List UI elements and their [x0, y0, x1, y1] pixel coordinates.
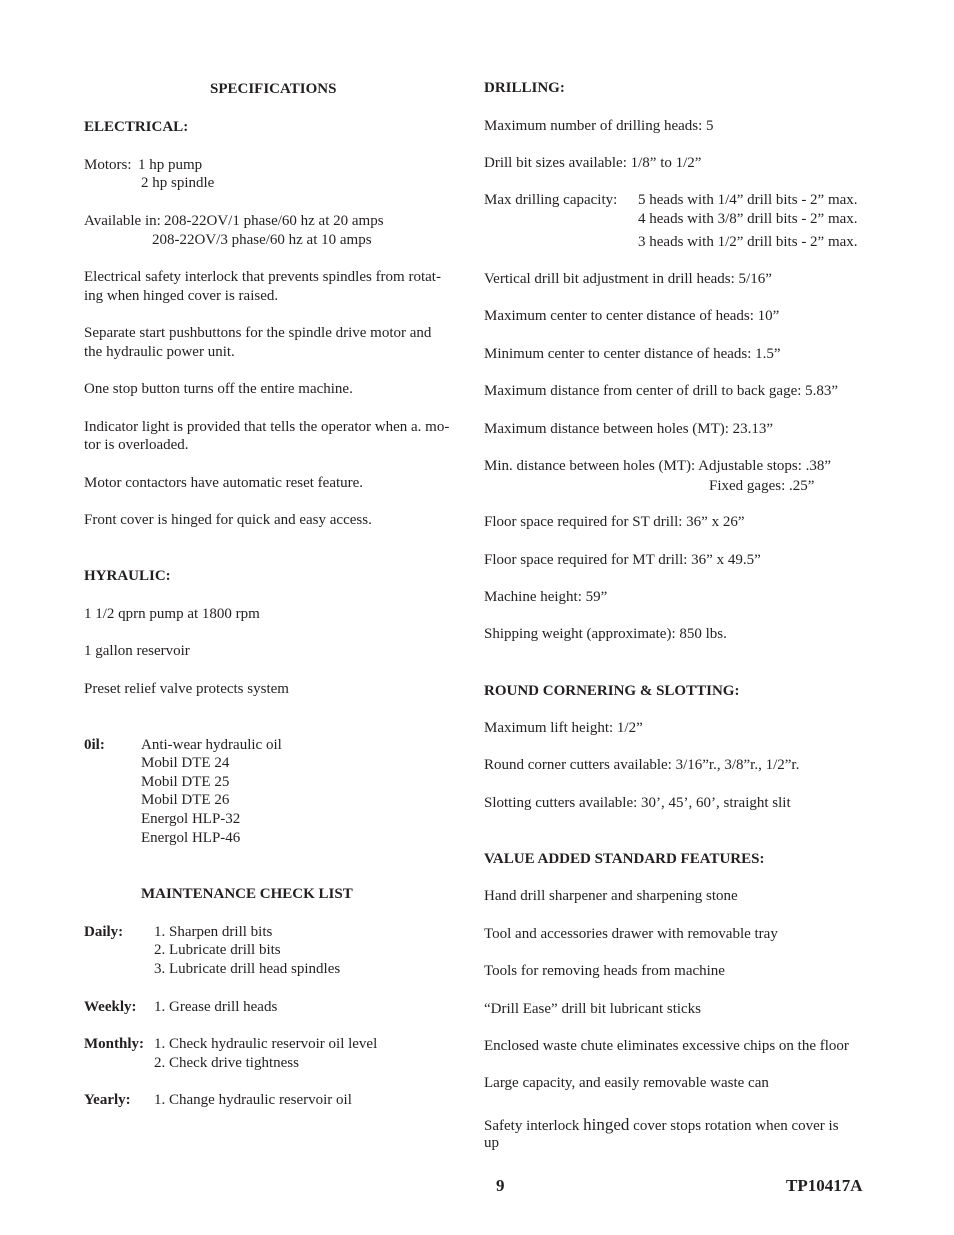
indicator-line-1: Indicator light is provided that tells the operator when a. mo- [84, 419, 450, 435]
oil-item: Energol HLP-32 [141, 811, 241, 827]
value-heading: VALUE ADDED STANDARD FEATURES: [484, 851, 765, 867]
electrical-heading: ELECTRICAL: [84, 119, 189, 135]
drilling-heading: DRILLING: [484, 80, 565, 96]
slot-cutters-text: Slotting cutters available: 30’, 45’, 60’, straight slit [484, 795, 791, 811]
max-center-text: Maximum center to center distance of heads: 10” [484, 308, 780, 324]
monthly-task: 1. Check hydraulic reservoir oil level [154, 1036, 378, 1052]
oil-item: Mobil DTE 24 [141, 755, 230, 771]
floor-mt-text: Floor space required for MT drill: 36” x 49.5” [484, 552, 761, 568]
indicator-line-2: tor is overloaded. [84, 437, 189, 453]
drawer-text: Tool and accessories drawer with removable tray [484, 926, 778, 942]
corner-cutters-text: Round corner cutters available: 3/16”r., 3/8”r., 1/2”r. [484, 757, 800, 773]
cornering-heading: ROUND CORNERING & SLOTTING: [484, 683, 740, 699]
daily-task: 1. Sharpen drill bits [154, 924, 273, 940]
yearly-task: 1. Change hydraulic reservoir oil [154, 1092, 352, 1108]
weekly-label: Weekly: [84, 999, 137, 1015]
contactors-text: Motor contactors have automatic reset feature. [84, 475, 364, 491]
vertical-adjust-text: Vertical drill bit adjustment in drill heads: 5/16” [484, 271, 772, 287]
height-text: Machine height: 59” [484, 589, 608, 605]
available-label: Available in: [84, 213, 161, 229]
oil-item: Mobil DTE 25 [141, 774, 230, 790]
bit-sizes-text: Drill bit sizes available: 1/8” to 1/2” [484, 155, 702, 171]
daily-task: 2. Lubricate drill bits [154, 942, 281, 958]
shipping-text: Shipping weight (approximate): 850 lbs. [484, 626, 727, 642]
oil-label: 0il: [84, 737, 105, 753]
page-number: 9 [496, 1176, 505, 1195]
back-gage-text: Maximum distance from center of drill to back gage: 5.83” [484, 383, 839, 399]
available-single-phase: 208-22OV/1 phase/60 hz at 20 amps [164, 213, 384, 229]
max-heads-text: Maximum number of drilling heads: 5 [484, 118, 714, 134]
interlock-line-2: ing when hinged cover is raised. [84, 288, 279, 304]
document-code: TP10417A [786, 1176, 863, 1195]
floor-st-text: Floor space required for ST drill: 36” x 26” [484, 514, 745, 530]
motors-label: Motors: [84, 157, 132, 173]
capacity-item: 5 heads with 1/4” drill bits - 2” max. [638, 192, 858, 208]
drill-ease-text: “Drill Ease” drill bit lubricant sticks [484, 1001, 702, 1017]
waste-can-text: Large capacity, and easily removable waste can [484, 1075, 769, 1091]
lift-text: Maximum lift height: 1/2” [484, 720, 643, 736]
pushbuttons-line-1: Separate start pushbuttons for the spindle drive motor and [84, 325, 432, 341]
yearly-label: Yearly: [84, 1092, 131, 1108]
motor-spindle: 2 hp spindle [141, 175, 215, 191]
daily-task: 3. Lubricate drill head spindles [154, 961, 341, 977]
reservoir-text: 1 gallon reservoir [84, 643, 190, 659]
oil-item: Mobil DTE 26 [141, 792, 230, 808]
weekly-task: 1. Grease drill heads [154, 999, 278, 1015]
capacity-label: Max drilling capacity: [484, 192, 618, 208]
daily-label: Daily: [84, 924, 124, 940]
sharpener-text: Hand drill sharpener and sharpening stone [484, 888, 738, 904]
safety-interlock-line-1 [484, 1115, 839, 1136]
hydraulic-heading: HYRAULIC: [84, 568, 171, 584]
front-cover-text: Front cover is hinged for quick and easy access. [84, 512, 372, 528]
capacity-item: 4 heads with 3/8” drill bits - 2” max. [638, 211, 858, 227]
min-holes-text: Min. distance between holes (MT): Adjustable stops: .38” [484, 458, 832, 474]
monthly-task: 2. Check drive tightness [154, 1055, 299, 1071]
fixed-gages-text: Fixed gages: .25” [709, 478, 815, 494]
specifications-title: SPECIFICATIONS [210, 81, 337, 97]
maintenance-title: MAINTENANCE CHECK LIST [141, 886, 353, 902]
monthly-label: Monthly: [84, 1036, 144, 1052]
capacity-item: 3 heads with 1/2” drill bits - 2” max. [638, 234, 858, 250]
relief-valve-text: Preset relief valve protects system [84, 681, 289, 697]
tools-text: Tools for removing heads from machine [484, 963, 725, 979]
safety-pre: Safety interlock [484, 1118, 580, 1134]
available-three-phase: 208-22OV/3 phase/60 hz at 10 amps [152, 232, 372, 248]
waste-chute-text: Enclosed waste chute eliminates excessive chips on the floor [484, 1038, 849, 1054]
safety-hinged: hinged [583, 1115, 630, 1134]
pushbuttons-line-2: the hydraulic power unit. [84, 344, 235, 360]
interlock-line-1: Electrical safety interlock that prevents spindles from rotat- [84, 269, 441, 285]
oil-item: Anti-wear hydraulic oil [141, 737, 282, 753]
stop-button-text: One stop button turns off the entire machine. [84, 381, 353, 397]
motor-pump: 1 hp pump [138, 157, 203, 173]
pump-text: 1 1/2 qprn pump at 1800 rpm [84, 606, 260, 622]
min-center-text: Minimum center to center distance of heads: 1.5” [484, 346, 781, 362]
max-holes-text: Maximum distance between holes (MT): 23.13” [484, 421, 774, 437]
safety-post: cover stops rotation when cover is [633, 1118, 839, 1134]
safety-interlock-line-2: up [484, 1135, 499, 1151]
oil-item: Energol HLP-46 [141, 830, 241, 846]
